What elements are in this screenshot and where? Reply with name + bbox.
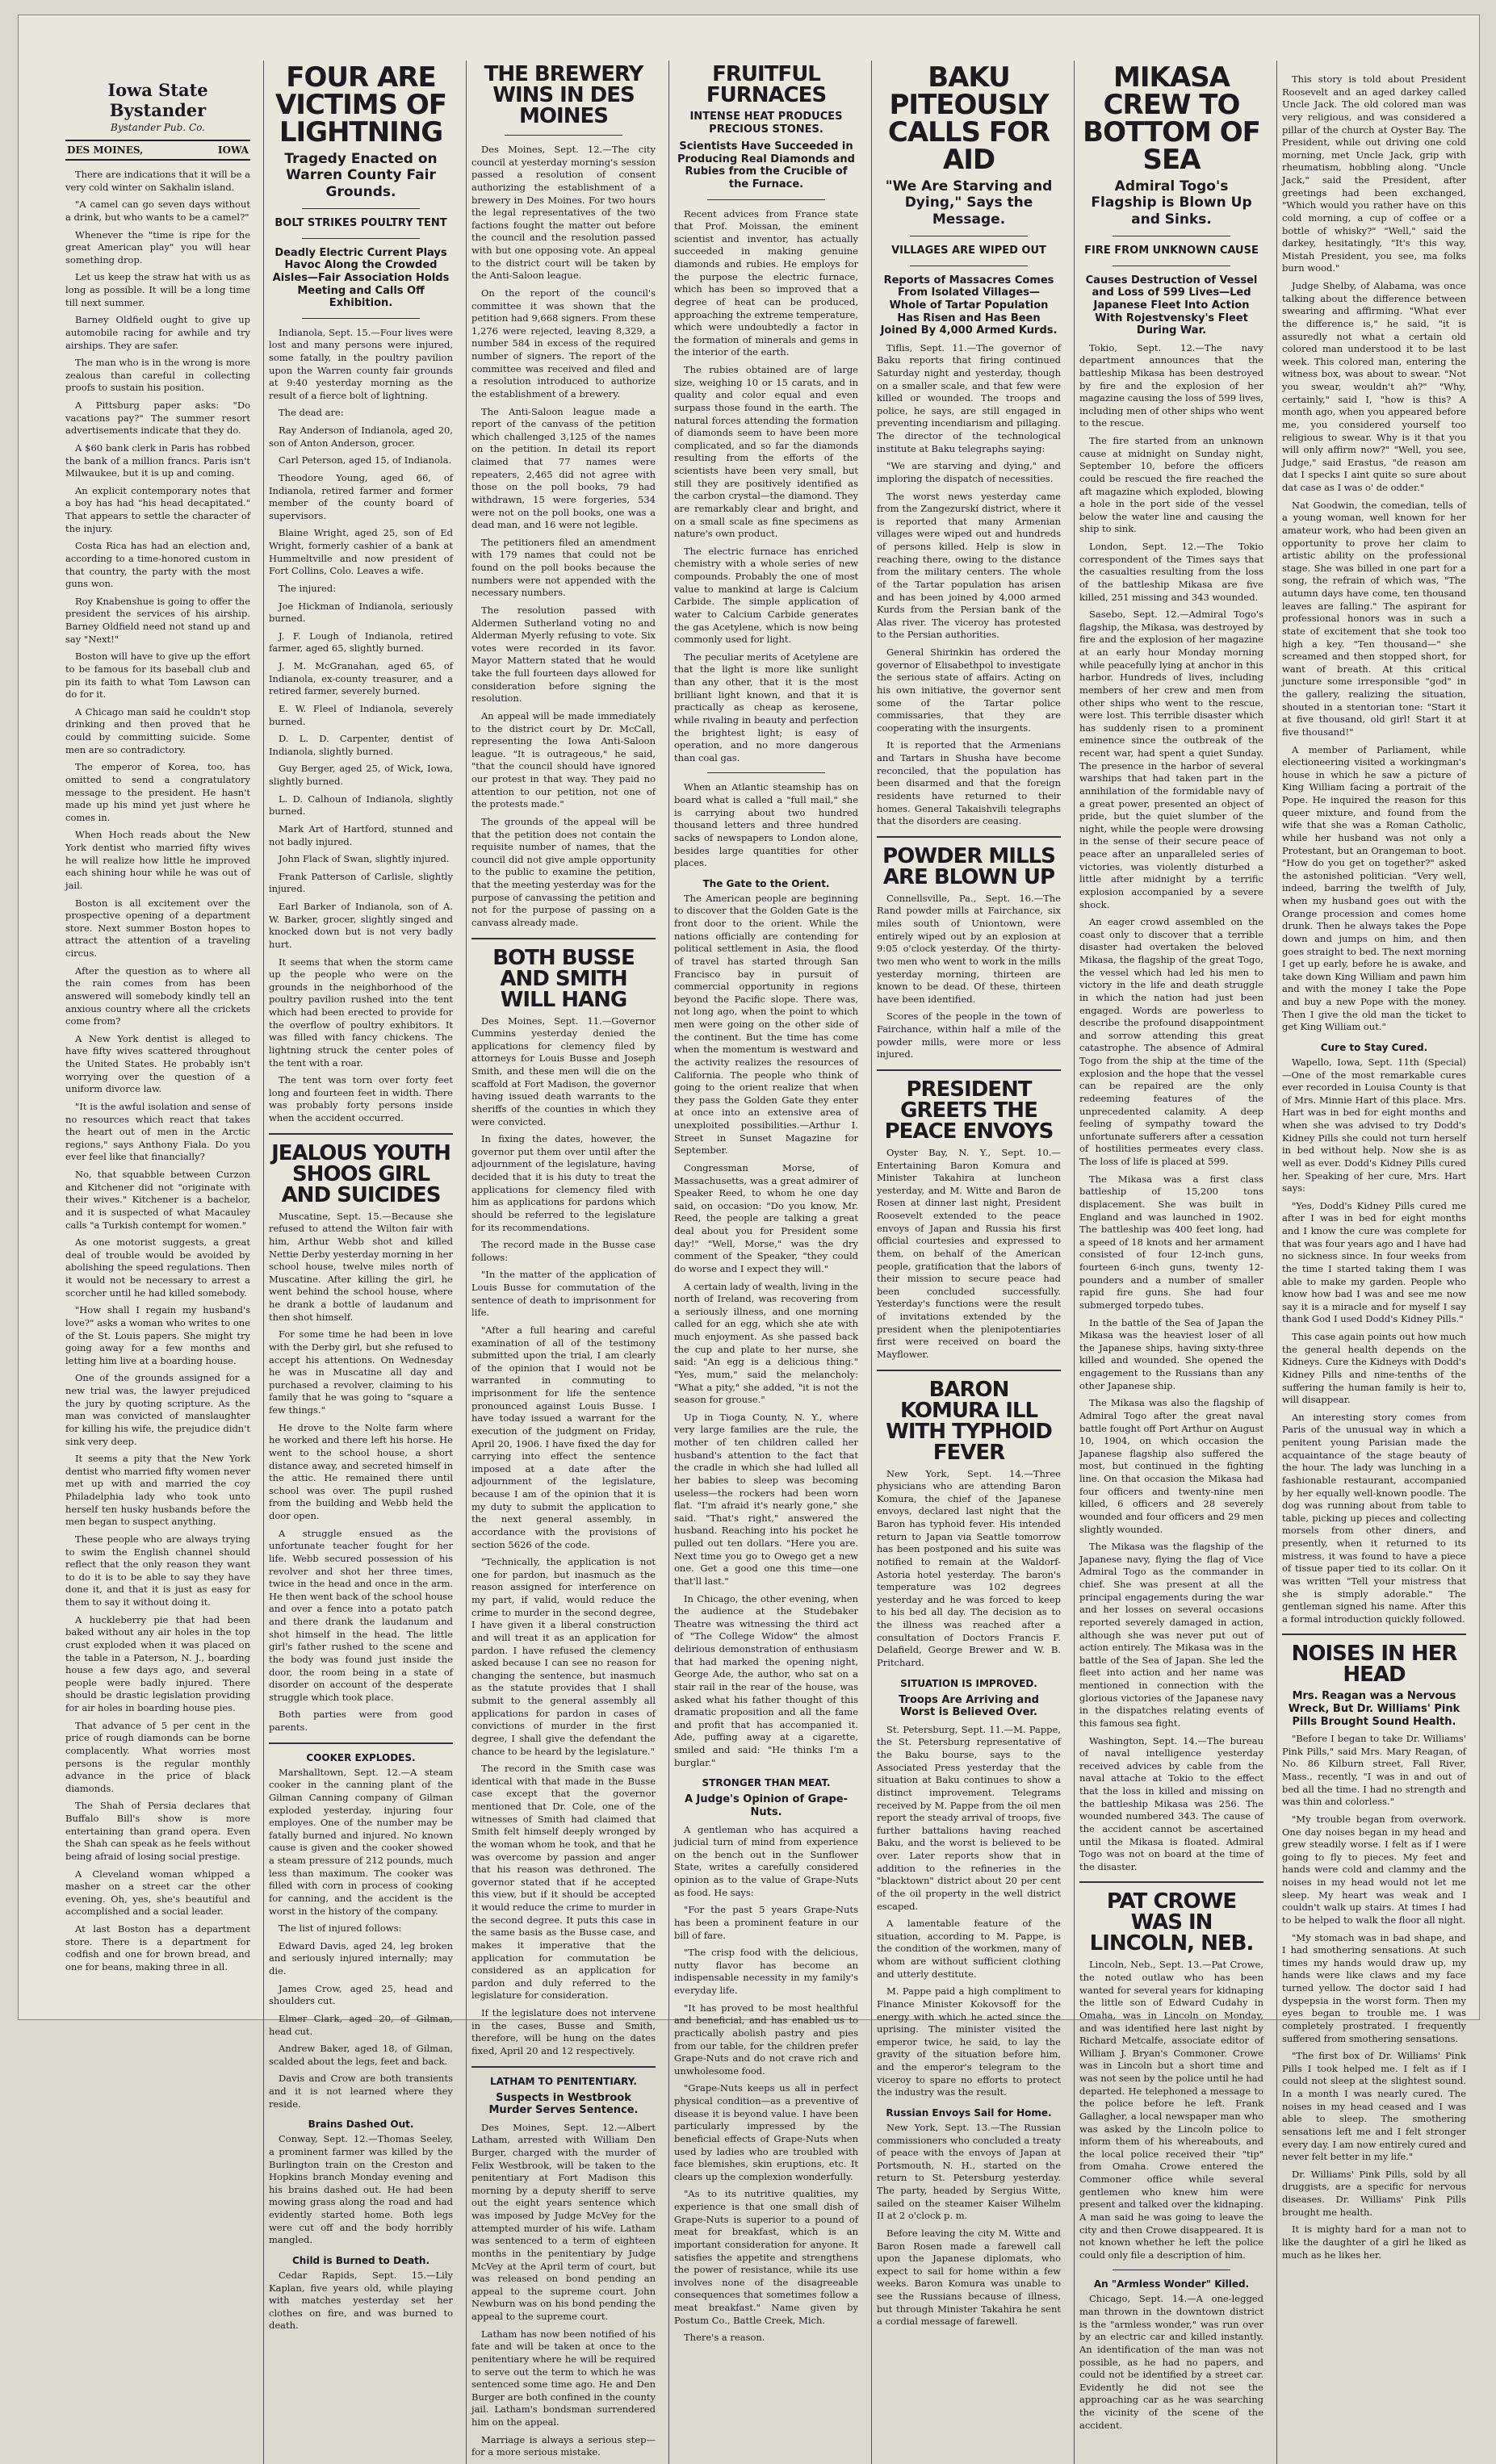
article-armless bbox=[1079, 2293, 1263, 2432]
subhead-meat: STRONGER THAN MEAT. bbox=[702, 1777, 831, 1789]
paragraph: Marriage is always a serious step—for a more serious mistake. bbox=[471, 2433, 656, 2458]
newspaper-page bbox=[18, 15, 1480, 2458]
paragraph: Muscatine, Sept. 15.—Because she refused to attend the Wilton fair with him, Arthur Webb shot and killed Nettie Derby yesterday morning in her school house, twelve miles north of Muscatine. After killing the girl, he went behind the school house, where he drank a bottle of laudanum and then shot himself. bbox=[269, 1210, 453, 1323]
paragraph: Des Moines, Sept. 11.—Governor Cummins yesterday denied the applications for clemency filed by attorneys for Louis Busse and Joseph Smith, and these men will die on the scaffold at Fort Madison, the governor having issued death warrants to the sheriffs of the counties in which they were convicted. bbox=[471, 1014, 656, 1127]
paragraph: For some time he had been in love with the Derby girl, but she refused to accept his attentions. On Wednesday he was in Muscatine all day and purchased a revolver, claiming to his family that he was going to "square a few things." bbox=[269, 1328, 453, 1416]
deck-mikasa-1: Admiral Togo's Flagship is Blown Up and Sinks. bbox=[1091, 178, 1252, 228]
deck-situation: Troops Are Arriving and Worst is Believed Over. bbox=[899, 1693, 1039, 1719]
deck-baku-2: VILLAGES ARE WIPED OUT bbox=[891, 245, 1046, 257]
article-grape-nuts bbox=[674, 1824, 858, 2345]
paragraph: Latham has now been notified of his fate and will be taken at once to the penitentiary where he will be required to serve out the term to which he was sentenced some time ago. He and Den Burger are both confined in the county jail. Latham's bondsman surrendered him on the appeal. bbox=[471, 2328, 656, 2428]
paragraph: Whenever the "time is ripe for the great American play" you will hear something drop. bbox=[65, 228, 250, 266]
article-situation bbox=[877, 1724, 1061, 2099]
divider bbox=[302, 238, 420, 239]
paragraph: The peculiar merits of Acetylene are that the light is more like sunlight than any other, that it is the most brilliant light known, and that it is practically as cheap as kerosene, while rivaling in beauty and perfection the brightest light; is easy of operation, and no more dangerous than coal gas. bbox=[674, 651, 858, 763]
article-powder-mills bbox=[877, 893, 1061, 1061]
paragraph: A Chicago man said he couldn't stop drinking and then proved that he could by committing suicide. Some men are so contradictory. bbox=[65, 705, 250, 755]
paragraph: New York, Sept. 13.—The Russian commissioners who concluded a treaty of peace with the envoys of Japan at Portsmouth, N. H., started on the return to St. Petersburg yesterday. The party, headed by Sergius Witte, sailed on the steamer Kaiser Wilhelm II at 2 o'clock p. m. bbox=[877, 2121, 1061, 2222]
deck-furnaces-2: Scientists Have Succeeded in Producing Real Diamonds and Rubies from the Crucible of the Furnace. bbox=[677, 140, 855, 190]
paragraph: Theodore Young, aged 66, of Indianola, retired farmer and former member of the county board of supervisors. bbox=[269, 471, 453, 521]
paragraph: The worst news yesterday came from the Zangezurskí district, where it is reported that many Armenian villages were wiped out and hundreds of persons killed. Help is slow in reaching there, owing to the distance from the military centers. The whole of the Tartar population has arisen and has been joined by 4,000 armed Kurds from the Persian bank of the Alas river. The viceroy has protested to the Persian authorities. bbox=[877, 490, 1061, 641]
divider bbox=[269, 1133, 453, 1135]
paragraph: J. M. McGranahan, aged 65, of Indianola, ex-county treasurer, and a retired farmer, severely burned. bbox=[269, 660, 453, 697]
paragraph: The emperor of Korea, too, has omitted to send a congratulatory message to the president. He hasn't made up his mind yet just where he comes in. bbox=[65, 761, 250, 823]
paragraph: The Mikasa was a first class battleship of 15,200 tons displacement. She was built in England and was launched in 1902. The battleship was 400 feet long, had a speed of 18 knots and her armament consisted of four 12-inch guns, fourteen 6-inch guns, twenty 12-pounders and a number of smaller rapid fire guns. She had four submerged torpedo tubes. bbox=[1079, 1173, 1263, 1311]
divider bbox=[471, 2066, 656, 2068]
divider bbox=[471, 938, 656, 939]
article-child bbox=[269, 2269, 453, 2332]
headline-jealous-youth: JEALOUS YOUTH SHOOS GIRL AND SUICIDES bbox=[271, 1140, 450, 1207]
paragraph: There's a reason. bbox=[684, 2332, 765, 2344]
divider bbox=[302, 318, 420, 319]
headline-powder-mills: POWDER MILLS ARE BLOWN UP bbox=[882, 843, 1055, 889]
masthead-title: Iowa State Bystander bbox=[107, 80, 208, 120]
headline-furnaces: FRUITFUL FURNACES bbox=[706, 62, 827, 107]
paragraph: Elmer Clark, aged 20, of Gilman, head cut. bbox=[269, 2012, 453, 2037]
deck-furnaces-1: INTENSE HEAT PRODUCES PRECIOUS STONES. bbox=[689, 111, 843, 136]
article-atlantic-mail bbox=[674, 781, 858, 869]
paragraph: In Chicago, the other evening, when the audience at the Studebaker Theatre was witnessing the third act of "The College Widow" the almost delirious demonstration of enthusiasm that had marked the opening night, George Ade, the author, who sat on a stair rail in the rear of the house, was asked what his father thought of this dramatic proposition and all the fame and profit that has accompanied it. Ade, puffing away at a cigarette, smiled and said: "He thinks I'm a burglar." bbox=[674, 1592, 858, 1768]
column-4 bbox=[668, 61, 863, 2464]
paragraph: The petitioners filed an amendment with 179 names that could not be found on the poll books because the numbers were not appended with the necessary numbers. bbox=[471, 536, 656, 599]
paragraph: Recent advices from France state that Prof. Moissan, the eminent scientist and inventor, has actually succeeded in making genuine diamonds and rubies. He employs for the purpose the electric furnace, which has been so improved that a degree of heat can be produced, approaching the extreme temperature, which were undoubtedly a factor in the formation of minerals and gems in the interior of the earth. bbox=[674, 207, 858, 358]
headline-brewery: THE BREWERY WINS IN DES MOINES bbox=[484, 62, 643, 128]
paragraph: He drove to the Nolte farm where he worked and there left his horse. He went to the school house, a short distance away, and secreted himself in the attic. He remained there until school was over. The pupil rushed from the building and Webb held the door open. bbox=[269, 1421, 453, 1522]
deck-grape-nuts: A Judge's Opinion of Grape-Nuts. bbox=[684, 1793, 849, 1818]
subhead-orient: The Gate to the Orient. bbox=[702, 877, 830, 889]
paragraph: "How shall I regain my husband's love?" asks a woman who writes to one of the St. Louis papers. She might try going away for a few months and letting him live at a boarding house. bbox=[65, 1304, 250, 1366]
paragraph: "The crisp food with the delicious, nutty flavor has become an indispensable necessity in my family's everyday life. bbox=[674, 1947, 858, 1996]
paragraph: The tent was torn over forty feet long and fourteen feet in width. There was probably forty persons inside when the accident occurred. bbox=[269, 1074, 453, 1124]
deck-lightning-1: Tragedy Enacted on Warren County Fair Grounds. bbox=[284, 151, 438, 200]
paragraph: A Cleveland woman whipped a masher on a street car the other evening. Oh, yes, she's beautiful and accomplished and a social leader. bbox=[65, 1868, 250, 1918]
paragraph: In the battle of the Sea of Japan the Mikasa was the heaviest loser of all the Japanese ships, having sixty-three killed and wounded. She opened the engagement to the Russians than any other Japanese ship. bbox=[1079, 1316, 1263, 1391]
column-1 bbox=[61, 61, 255, 2464]
paragraph: "A camel can go seven days without a drink, but who wants to be a camel?" bbox=[65, 199, 250, 223]
article-president-greets bbox=[877, 1147, 1061, 1362]
paragraph: Blaine Wright, aged 25, son of Ed Wright, formerly cashier of a bank at Hummeltville and now president of Fort Collins, Colo. Leaves a wife. bbox=[269, 527, 453, 577]
paragraph: Conway, Sept. 12.—Thomas Seeley, a prominent farmer was killed by the Burlington train on the Creston and Hopkins branch Monday evening and his brains dashed out. He had been mowing grass along the road and had evidently started home. Both legs were cut off and the body horribly mangled. bbox=[269, 2133, 453, 2246]
paragraph: Up in Tioga County, N. Y., where very large families are the rule, the mother of ten children called her husband's attention to the fact that the cradle in which she had lulled all her babies to sleep was becoming useless—the rockers had been worn flat. "I'm afraid it's nearly gone," she said. "That's right," answered the husband. Reaching into his pocket he pulled out ten dollars. "Here you are. Next time you go to Owego get a new one. Get a good one this time—one that'll last." bbox=[674, 1411, 858, 1587]
paragraph: It is mighty hard for a man not to like the daughter of a girl he liked as much as he likes her. bbox=[1282, 2223, 1466, 2261]
paragraph: M. Pappe paid a high compliment to Finance Minister Kokovsoff for the energy with which he acted since the uprising. The minister visited the emperor twice, he said, to lay the gravity of the situation before him, and the emperor's telegram to the viceroy to spare no efforts to protect the industry was the result. bbox=[877, 1985, 1061, 2098]
paragraph: Before leaving the city M. Witte and Baron Rosen made a farewell call upon the Japanese diplomats, who expect to sail for home within a few weeks. Baron Komura was unable to see the Russians because of illness, but through Minister Takahira he sent a cordial message of farewell. bbox=[877, 2227, 1061, 2328]
paragraph: If the legislature does not intervene in the cases, Busse and Smith, therefore, will be hung on the dates fixed, April 20 and 12 respectively. bbox=[471, 2007, 656, 2056]
subhead-cooker: COOKER EXPLODES. bbox=[306, 1751, 416, 1763]
paragraph: A Pittsburg paper asks: "Do vacations pay?" The summer resort advertisements indicate that they do. bbox=[65, 400, 250, 437]
paragraph: James Crow, aged 25, head and shoulders cut. bbox=[269, 1982, 453, 2007]
article-komura-ill bbox=[877, 1468, 1061, 1670]
paragraph: Des Moines, Sept. 12.—The city council at yesterday morning's session passed a resolution of consent authorizing the establishment of a brewery in Des Moines. For two hours the legal representatives of the two factions fought the matter out before the council and the resolution passed with but one opposing vote. An appeal to the district court will be taken by the Anti-Saloon league. bbox=[471, 144, 656, 282]
paragraph: It seems a pity that the New York dentist who married fifty women never met up with and married the coy Philadelphia lady who took unto herself ten husky husbands before the men began to suspect anything. bbox=[65, 1453, 250, 1528]
subhead-russian-envoys: Russian Envoys Sail for Home. bbox=[886, 2106, 1052, 2119]
article-orient bbox=[674, 893, 858, 1770]
article-brains bbox=[269, 2133, 453, 2247]
paragraph: Indianola, Sept. 15.—Four lives were lost and many persons were injured, some fatally, in the poultry pavilion upon the Warren county fair grounds at 9:40 yesterday morning as the result of a fierce bolt of lightning. bbox=[269, 326, 453, 401]
paragraph: Tiflis, Sept. 11.—The governor of Baku reports that firing continued Saturday night and yesterday, though on a smaller scale, and that few were killed or wounded. The troops and police, he says, are still engaged in preventing incendiarism and pillaging. The director of the technological institute at Baku telegraphs saying: bbox=[877, 341, 1061, 454]
paragraph: Wapello, Iowa, Sept. 11th (Special)—One of the most remarkable cures ever recorded in Louisa County is that of Mrs. Minnie Hart of this place. Mrs. Hart was in bed for eight months and when she was advised to try Dodd's Kidney Pills she could not turn herself in bed without help. Now she is as well as ever. Dodd's Kidney Pills cured her. Speaking of her cure, Mrs. Hart says: bbox=[1282, 1056, 1466, 1194]
article-mikasa bbox=[1079, 342, 1263, 1874]
paragraph: The record in the Smith case was identical with that made in the Busse case except that the governor mentioned that Dr. Cole, one of the witnesses of Smith had claimed that Smith felt himself deeply wronged by the woman whom he took, and that he was overcome by passion and anger that his reason was dethroned. The governor stated that if he accepted this view, but if it should be accepted it would reduce the crime to murder in the second degree. It puts this case in the same basis as the Busse case, and makes it imperative that the application for commutation be considered as an application for pardon and duly referred to the legislature for consideration. bbox=[471, 1763, 656, 2002]
masthead-city: DES MOINES, bbox=[67, 144, 144, 156]
paragraph: "Before I began to take Dr. Williams' Pink Pills," said Mrs. Mary Reagan, of No. 86 Kilburn street, Fall River, Mass., recently, "I was in and out of bed all the time. I had no strength and was thin and colorless." bbox=[1282, 1733, 1466, 1808]
headline-noises: NOISES IN HER HEAD bbox=[1291, 1642, 1457, 1688]
masthead-dateline bbox=[65, 140, 250, 161]
column-2 bbox=[263, 61, 458, 2464]
deck-baku-1: "We Are Starving and Dying," Says the Message. bbox=[885, 178, 1053, 228]
column-5 bbox=[871, 61, 1066, 2464]
divider bbox=[302, 208, 420, 209]
article-brewery bbox=[471, 144, 656, 930]
paragraph: Andrew Baker, aged 18, of Gilman, scalded about the legs, feet and back. bbox=[269, 2043, 453, 2067]
paragraph: Lincoln, Neb., Sept. 13.—Pat Crowe, the noted outlaw who has been wanted for several years for kidnaping the little son of Edward Cudahy in Omaha, was in Lincoln on Monday, and was identified here last night by Richard Metcalfe, associate editor of William J. Bryan's Commoner. Crowe was in Lincoln but a short time and was not seen by the police until he had departed. He telephoned a message to the police before he left. Frank Gallagher, a local newspaper man who was asked by the Lincoln police to inform them of his whereabouts, and the local police received their "tip" from Omaha. Crowe entered the Commoner office while several gentlemen who knew him were present and talked over the kidnaping. A man said he was going to leave the city and then Crowe disappeared. It is not known whether he left the police could only file a description of him. bbox=[1079, 1959, 1263, 2261]
article-noises bbox=[1282, 1733, 1466, 2261]
paragraph: Carl Peterson, aged 15, of Indianola. bbox=[279, 454, 452, 466]
paragraph: The Anti-Saloon league made a report of the canvass of the petition which challenged 3,125 of the names on the petition. In detail its report claimed that 77 names were repeaters, 2,465 did not agree with those on the poll books, 79 had withdrawn, 15 were forgeries, 534 were not on the poll books, one was a dead man, and 16 were not legible. bbox=[471, 405, 656, 531]
paragraph: "It has proved to be most healthful and beneficial, and has enabled us to practically abolish pastry and pies from our table, for the children prefer Grape-Nuts and do not crave rich and unwholesome food. bbox=[674, 2002, 858, 2077]
paragraph: This story is told about President Roosevelt and an aged darkey called Uncle Jack. The old colored man was very religious, and was considered a pillar of the church at Oyster Bay. The President, while out driving one cold morning, met Uncle Jack, grip with rheumatism, hobbling along. "Uncle Jack," said the President, after greetings had been exchanged, "Which would you rather have on this cold morning, a cup of coffee or a bottle of whisky?" "Well," said the darkey, hesitatingly, "It's this way, Mistah President, you see, ma folks burn wood." bbox=[1282, 73, 1466, 274]
article-furnaces bbox=[674, 208, 858, 765]
deck-lightning-2: BOLT STRIKES POULTRY TENT bbox=[274, 217, 447, 230]
paragraph: A $60 bank clerk in Paris has robbed the bank of a million francs. Paris isn't Milwaukee, but it is up and coming. bbox=[65, 441, 250, 479]
divider bbox=[707, 199, 825, 200]
paragraph: Boston will have to give up the effort to be famous for its baseball club and pin its faith to what Tom Lawson can do for it. bbox=[65, 651, 250, 701]
paragraph: Ray Anderson of Indianola, aged 20, son of Anton Anderson, grocer. bbox=[269, 425, 453, 449]
paragraph: Roy Knabenshue is going to offer the president the services of his airship. Barney Oldfield need not stand up and say "Next!" bbox=[65, 595, 250, 645]
subhead-child: Child is Burned to Death. bbox=[291, 2254, 430, 2266]
paragraph: Joe Hickman of Indianola, seriously burned. bbox=[269, 600, 453, 625]
headline-baku: BAKU PITEOUSLY CALLS FOR AID bbox=[887, 61, 1050, 176]
divider bbox=[505, 135, 622, 136]
paragraph: This case again points out how much the general health depends on the Kidneys. Cure the Kidneys with Dodd's Kidney Pills and nine-tenths of the suffering the human family is heir to, will disappear. bbox=[1282, 1331, 1466, 1406]
paragraph: The man who is in the wrong is more zealous than careful in collecting proofs to sustain his position. bbox=[65, 357, 250, 394]
paragraph: Barney Oldfield ought to give up automobile racing for awhile and try airships. They are safer. bbox=[65, 314, 250, 351]
paragraph: Tokio, Sept. 12.—The navy department announces that the battleship Mikasa has been destroyed by fire and the explosion of her magazine causing the loss of 599 lives, including men of other ships who went to the rescue. bbox=[1079, 341, 1263, 429]
paragraph: As one motorist suggests, a great deal of trouble would be avoided by abolishing the speed regulations. Then it would not be necessary to arrest a scorcher until he had killed somebody. bbox=[65, 1236, 250, 1299]
paragraph: The Shah of Persia declares that Buffalo Bill's show is more entertaining than grand opera. Even the Shah can speak as he feels without being afraid of losing social prestige. bbox=[65, 1800, 250, 1862]
masthead-state: IOWA bbox=[217, 144, 249, 156]
paragraph: The injured: bbox=[279, 582, 337, 594]
paragraph: That advance of 5 per cent in the price of rough diamonds can be borne complacently. What worries most persons is the regular monthly advance in the price of black diamonds. bbox=[65, 1719, 250, 1794]
paragraph: Mark Art of Hartford, stunned and not badly injured. bbox=[269, 822, 453, 847]
paragraph: The Mikasa was the flagship of the Japanese navy, flying the flag of Vice Admiral Togo as the commander in chief. She was present at all the principal engagements during the war and her losses on several occasions reported severely damaged in action, although she was never put out of action entirely. The Mikasa was in the battle of the Sea of Japan. She led the fleet into action and her name was mentioned in connection with the glorious victories of the Japanese navy in the dispatches relating events of this famous sea fight. bbox=[1079, 1541, 1263, 1729]
paragraph: "Grape-Nuts keeps us all in perfect physical condition—as a preventive of disease it is beyond value. I have been particularly impressed by the beneficial effects of Grape-Nuts when used by ladies who are troubled with face blemishes, skin eruptions, etc. It clears up the complexion wonderfully. bbox=[674, 2082, 858, 2182]
article-lightning bbox=[269, 327, 453, 1125]
divider bbox=[877, 1069, 1061, 1071]
paragraph: General Shirinkin has ordered the governor of Elisabethpol to investigate the serious state of affairs. Acting on his own initiative, the governor sent some of the Tartar police commissaries, that they are cooperating with the insurgents. bbox=[877, 646, 1061, 734]
column-top-spacer bbox=[1282, 61, 1466, 73]
paragraph: John Flack of Swan, slightly injured. bbox=[279, 853, 450, 865]
paragraph: Davis and Crow are both transients and it is not learned where they reside. bbox=[269, 2073, 453, 2110]
paragraph: Dr. Williams' Pink Pills, sold by all druggists, are a specific for nervous diseases. Dr. Williams' Pink Pills brought me health. bbox=[1282, 2168, 1466, 2218]
paragraph: Chicago, Sept. 14.—A one-legged man thrown in the downtown district is the "armless wonder," was run over by an electric car and killed instantly. An identification of the man was not possible, as he had no papers, and could not be identified by a street car. Evidently he did not see the approaching car as he was searching the vicinity of the scene of the accident. bbox=[1079, 2293, 1263, 2431]
deck-latham: Suspects in Westbrook Murder Serves Sentence. bbox=[488, 2091, 639, 2117]
headline-lightning: FOUR ARE VICTIMS OF LIGHTNING bbox=[274, 61, 447, 149]
editorial-paragraphs bbox=[65, 169, 250, 1974]
article-latham bbox=[471, 2122, 656, 2459]
paragraph: It is reported that the Armenians and Tartars in Shusha have become reconciled, that the population has been disarmed and that the foreign residents have returned to their homes. General Takaishvili telegraphs that the disorders are ceasing. bbox=[877, 739, 1061, 827]
paragraph: Costa Rica has had an election and, according to a time-honored custom in that country, the party with the most guns won. bbox=[65, 540, 250, 590]
deck-lightning-3: Deadly Electric Current Plays Havoc Along the Crowded Aisles—Fair Association Holds Meeting and Calls Off Exhibition. bbox=[272, 246, 450, 310]
paragraph: A New York dentist is alleged to have fifty wives scattered throughout the United States. He probably isn't worrying over the question of a uniform divorce law. bbox=[65, 1032, 250, 1095]
paragraph: After the question as to where all the rain comes from has been answered will somebody kindly tell an anxious country where all the crickets come from? bbox=[65, 964, 250, 1027]
paragraph: "As to its nutritive qualities, my experience is that one small dish of Grape-Nuts is superior to a pound of meat for breakfast, which is an important consideration for anyone. It satisfies the appetite and strengthens the power of resistance, while its use involves none of the disagreeable consequences that sometimes follow a meat breakfast." Name given by Postum Co., Battle Creek, Mich. bbox=[674, 2188, 858, 2326]
paragraph: The electric furnace has enriched chemistry with a whole series of new compounds. Probably the one of most value to mankind at large is Calcium Carbide. The simple application of water to Calcium Carbide generates the gas Acetylene, which is now being commonly used for light. bbox=[674, 545, 858, 646]
paragraph: At last Boston has a department store. There is a department for codfish and one for brown bread, and one for beans, making three in all. bbox=[65, 1923, 250, 1972]
paragraph: The record made in the Busse case follows: bbox=[471, 1239, 656, 1263]
divider bbox=[269, 1742, 453, 1744]
paragraph: "Yes, Dodd's Kidney Pills cured me after I was in bed for eight months and I know the cure was complete for that was four years ago and I have had no sickness since. In four weeks from the time I started taking them I was able to make my garden. People who know how bad I was and see me now say it is a miracle and for myself I say thank God I used Dodd's Kidney Pills." bbox=[1282, 1199, 1466, 1325]
paragraph: Washington, Sept. 14.—The bureau of naval intelligence yesterday received advices by cable from the naval attache at Tokio to the effect that the loss in killed and missing on the battleship Mikasa was 256. The wounded numbered 343. The cause of the accident cannot be ascertained until the Mikasa is floated. Admiral Togo was not on board at the time of the disaster. bbox=[1079, 1734, 1263, 1872]
paragraph: A huckleberry pie that had been baked without any air holes in the top crust exploded when it was placed on the table in a Paterson, N. J., boarding house a few days ago, and several people were badly injured. There should be drastic legislation providing for air holes in boarding house pies. bbox=[65, 1613, 250, 1713]
paragraph: Oyster Bay, N. Y., Sept. 10.—Entertaining Baron Komura and Minister Takahira at luncheon yesterday, and M. Witte and Baron de Rosen at dinner last night, President Roosevelt extended to the peace envoys of Japan and Russia his first official courtesies and expressed to them, on behalf of the American people, gratification that the labors of their mission to secure peace had been concluded successfully. Yesterday's functions were the result of invitations extended by the president when the plenipotentiaries first were received on board the Mayflower. bbox=[877, 1146, 1061, 1360]
paragraph: Let us keep the straw hat with us as long as possible. It will be a long time till next summer. bbox=[65, 271, 250, 308]
subhead-brains: Brains Dashed Out. bbox=[308, 2119, 414, 2131]
paragraph: When Hoch reads about the New York dentist who married fifty wives he will realize how little he improved each shining hour while he was out of jail. bbox=[65, 829, 250, 891]
paragraph: "My trouble began from overwork. One day noises began in my head and grew steadily worse. I felt as if I were going to fly to pieces. My feet and hands were cold and clammy and the noises in my head would not let me sleep. My heart was weak and I couldn't walk up stairs. At times I had to be helped to walk the floor all night. bbox=[1282, 1813, 1466, 1926]
paragraph: Marshalltown, Sept. 12.—A steam cooker in the canning plant of the Gilman Canning company of Gilman exploded yesterday, injuring four employes. One of the number may be fatally burned and injured. No known cause is given and the cooker showed a steam pressure of 212 pounds, much less than maximum. The cooker was filled with corn in process of cooking for canning, and the accident is the worst in the history of the company. bbox=[269, 1766, 453, 1917]
paragraph: Boston is all excitement over the prospective opening of a department store. Next summer Boston hopes to attract the attention of a traveling circus. bbox=[65, 897, 250, 959]
paragraph: Des Moines, Sept. 12.—Albert Latham, arrested with William Den Burger, charged with the murder of Felix Westbrook, will be taken to the penitentiary at Fort Madison this morning by a deputy sheriff to serve out the eight years sentence which was imposed by Judge McVey for the attempted murder of his wife. Latham was sentenced to a term of eighteen months in the penitentiary by Judge McVey at the April term of court, but was released on bond pending an appeal to the supreme court. John Newburn was on his bond pending the appeal to the supreme court. bbox=[471, 2121, 656, 2323]
paragraph: When an Atlantic steamship has on board what is called a "full mail," she is carrying about two hundred thousand letters and three hundred sacks of newspapers to London alone, besides large quantities for other places. bbox=[674, 781, 858, 869]
divider bbox=[877, 836, 1061, 838]
column-6 bbox=[1074, 61, 1268, 2464]
subhead-armless: An "Armless Wonder" Killed. bbox=[1093, 2278, 1250, 2290]
paragraph: The rubies obtained are of large size, weighing 10 or 15 carats, and in quality and color equal and even surpass those found in the earth. The natural forces attending the formation of diamonds seem to have been more complicated, and so far the diamonds resulting from the efforts of the scientists have been very small, but still they are positively identified as the carbon crystal—the diamond. They are remarkably clear and bright, and on a small scale as fine specimens as nature's own product. bbox=[674, 364, 858, 540]
paragraph: The resolution passed with Aldermen Sutherland voting no and Alderman Myerly refusing to vote. Six votes were recorded in its favor. Mayor Mattern stated that he would take the full fourteen days allowed for consideration before signing the resolution. bbox=[471, 604, 656, 705]
paragraph: A gentleman who has acquired a judicial turn of mind from experience on the bench out in the Sunflower State, writes a carefully considered opinion as to the value of Grape-Nuts as food. He says: bbox=[674, 1823, 858, 1898]
paragraph: St. Petersburg, Sept. 11.—M. Pappe, the St. Petersburg representative of the Baku bourse, says to the Associated Press yesterday that the situation at Baku continues to show a distinct improvement. Telegrams received by M. Pappe from the oil men report the steady arrival of troops, five further battalions having reached Baku, and the worst is believed to be over. Later reports show that in addition to the refineries in the "blacktown" district about 20 per cent of the oil property in the well district escaped. bbox=[877, 1723, 1061, 1912]
paragraph: "After a full hearing and careful examination of all of the testimony submitted upon the trial, I am clearly of the opinion that I would not be warranted in commuting to imprisonment for life the sentence pronounced against Louis Busse. I have today issued a warrant for the execution of the judgment on Friday, April 20, 1906. I have fixed the day for carrying into effect the sentence imposed at a date after the adjournment of the legislature, because I am of the opinion that it is my duty to submit the application to the next general assembly, in accordance with the provisions of section 5626 of the code. bbox=[471, 1324, 656, 1550]
paragraph: Both parties were from good parents. bbox=[269, 1709, 453, 1734]
paragraph: L. D. Calhoun of Indianola, slightly burned. bbox=[269, 793, 453, 818]
paragraph: One of the grounds assigned for a new trial was, the lawyer prejudiced the jury by quoting scripture. As the man was convicted of manslaughter for killing his wife, the prejudice didn't sink very deep. bbox=[65, 1372, 250, 1447]
divider bbox=[707, 772, 825, 773]
paragraph: An appeal will be made immediately to the district court by Dr. McCall, representing the Iowa Anti-Saloon league. "It is outrageous," he said, "that the council should have ignored our protest in that way. They paid no attention to our petition, not one of the protests made." bbox=[471, 709, 656, 810]
headline-busse-smith: BOTH BUSSE AND SMITH WILL HANG bbox=[492, 945, 635, 1012]
divider bbox=[1079, 1881, 1263, 1883]
paragraph: "It is the awful isolation and sense of no resources which react that takes the heart out of men in the Arctic regions," says Anthony Fiala. Do you ever feel like that financially? bbox=[65, 1100, 250, 1163]
subhead-latham: LATHAM TO PENITENTIARY. bbox=[490, 2075, 637, 2087]
headline-pat-crowe: PAT CROWE WAS IN LINCOLN, NEB. bbox=[1089, 1889, 1254, 1956]
deck-baku-3: Reports of Massacres Comes From Isolated Villages—Whole of Tartar Population Has Risen and Has Been Joined By 4,000 Armed Kurds. bbox=[880, 274, 1058, 337]
column-3 bbox=[466, 61, 660, 2464]
paragraph: It seems that when the storm came up the people who were on the grounds in the neighborhood of the poultry pavilion rushed into the tent which had been erected to provide for the overflow of poultry exhibitors. It was filled with fancy chickens. The lightning struck the center poles of the tent with a roar. bbox=[269, 956, 453, 1069]
paragraph: An explicit contemporary notes that a boy has had "his head decapitated." That appears to settle the character of the injury. bbox=[65, 484, 250, 534]
paragraph: Nat Goodwin, the comedian, tells of a young woman, well known for her amateur work, who had been given an opportunity to prove her claim to artistic ability on the professional stage. She was billed in one part for a song, the refrain of which was, "The autumn days have come, ten thousand leaves are falling." The aspirant for professional honors was in such a state of excitement that she took too high a key. "Ten thousand—" she screamed and then stopped short, for want of breath. At this critical juncture some irresponsible "god" in the gallery, realizing the situation, shouted in a stentorian tone: "Start it at five thousand, old girl! Start it at five thousand!" bbox=[1282, 499, 1466, 738]
paragraph: The grounds of the appeal will be that the petition does not contain the requisite number of names, that the council did not give ample opportunity to the public to examine the petition, that the meeting yesterday was for the purpose of canvassing the petition and not for the purpose of passing on a canvass already made. bbox=[471, 815, 656, 928]
paragraph: There are indications that it will be a very cold winter on Sakhalin island. bbox=[65, 169, 250, 193]
paragraph: The fire started from an unknown cause at midnight on Sunday night, September 10, before the officers could be rescued the fire reached the aft magazine which exploded, blowing a hole in the port side of the vessel below the water line and causing the ship to sink. bbox=[1079, 435, 1263, 535]
paragraph: Connellsville, Pa., Sept. 16.—The Rand powder mills at Fairchance, six miles south of Uniontown, were entirely wiped out by an explosion at 9:05 o'clock yesterday. Of the thirty-two men who went to work in the mills yesterday morning, thirteen are known to be dead. Of these, thirteen have been identified. bbox=[877, 892, 1061, 1005]
paragraph: A certain lady of wealth, living in the north of Ireland, was recovering from a seriously illness, and one morning called for an egg, which she ate with much enjoyment. As she passed back the cup and plate to her nurse, she said: "An egg is a delicious thing." "Yes, mum," said the melancholy: "What a pity," she added, "it is not the season for grouse." bbox=[674, 1280, 858, 1406]
paragraph: London, Sept. 12.—The Tokio correspondent of the Times says that the casualties resulting from the loss of the battleship Mikasa are five killed, 251 missing and 343 wounded. bbox=[1079, 541, 1263, 603]
paragraph: The American people are beginning to discover that the Golden Gate is the front door to the orient. While the nations officially are contending for political settlement in Asia, the flood of travel has started through San Francisco bay in pursuit of commercial opportunity in regions beyond the Pacific slope. There was, not long ago, when the point to which men were going on the other side of the continent. But the time has come when the momentum is westward and the activity realizes the resources of California. The people who think of going to the orient realize that when they pass the Golden Gate they enter at once into an extensive area of unexploited possibilities.—Arthur I. Street in Sunset Magazine for September. bbox=[674, 892, 858, 1157]
paragraph: D. L. D. Carpenter, dentist of Indianola, slightly burned. bbox=[269, 733, 453, 757]
paragraph: J. F. Lough of Indianola, retired farmer, aged 65, slightly burned. bbox=[269, 630, 453, 655]
paragraph: Frank Patterson of Carlisle, slightly injured. bbox=[269, 870, 453, 895]
article-jealous-youth bbox=[269, 1211, 453, 1734]
paragraph: No, that squabble between Curzon and Kitchener did not "originate with their wives." Kitchener is a bachelor, and it is suspected of what Macauley calls "a Turkish contempt for women." bbox=[65, 1169, 250, 1231]
paragraph: Sasebo, Sept. 12.—Admiral Togo's flagship, the Mikasa, was destroyed by fire and the explosion of her magazine at an early hour Monday morning while peacefully lying at anchor in this harbor. Hundreds of lives, including members of her crew and men from other ships who went to the rescue, were lost. This terrible disaster which has suddenly risen to a prominent eminence since the outbreak of the recent war, had spent a quiet Sunday. The presence in the harbor of several warships that had taken part in the annihilation of the formidable navy of a great power, presented an object of pride, but the quiet slumber of the night, while the people were drowsing in the sense of their secure peace of peace after an unparalleled series of victories, was violently disturbed a little after midnight by a terrific explosion accompanied by a severe shock. bbox=[1079, 609, 1263, 910]
paragraph: Cedar Rapids, Sept. 15.—Lily Kaplan, five years old, while playing with matches yesterday set her clothes on fire, and was burned to death. bbox=[269, 2269, 453, 2332]
paragraph: "We are starving and dying," and imploring the dispatch of necessities. bbox=[877, 460, 1061, 484]
paragraph: A struggle ensued as the unfortunate teacher fought for her life. Webb secured possession of his revolver and shot her three times, twice in the head and once in the arm. He then went back of the school house and over a fence into a potato patch and there drank the laudanum and shot himself in the head. The little girl's father rushed to the scene and the body was found just inside the door, the room being in a state of disorder on account of the desperate struggle which took place. bbox=[269, 1527, 453, 1703]
paragraph: "For the past 5 years Grape-Nuts has been a prominent feature in our bill of fare. bbox=[674, 1904, 858, 1941]
article-cure bbox=[1282, 1056, 1466, 1626]
paragraph: On the report of the council's committee it was shown that the petition had 9,668 signers. From these 1,276 were rejected, leaving 8,329, a number 584 in excess of the required number of signers. The report of the committee was received and filed and a resolution introduced to authorize the establishment of a brewery. bbox=[471, 287, 656, 400]
paragraph: The Mikasa was also the flagship of Admiral Togo after the great naval battle fought off Port Arthur on August 10, 1904, on which occasion the Japanese flagship also suffered the most, but continued in the fighting line. On that occasion the Mikasa had four officers and twenty-nine men killed, 6 officers and 28 severely wounded and four officers and 29 men slightly wounded. bbox=[1079, 1397, 1263, 1535]
paragraph: The list of injured follows: bbox=[279, 1922, 402, 1935]
divider bbox=[1282, 1634, 1466, 1635]
paragraph: New York, Sept. 14.—Three physicians who are attending Baron Komura, the chief of the Japanese envoys, declared last night that the Baron has typhoid fever. His intended return to Japan via Seattle tomorrow has been postponed and his suite was notified to remain at the Waldorf-Astoria hotel yesterday. The baron's temperature was 102 degrees yesterday and he was forced to keep to his bed all day. The decision as to the illness was reached after a consultation of Doctors Francis F. Delafield, George Brewer and W. B. Pritchard. bbox=[877, 1467, 1061, 1668]
paragraph: These people who are always trying to swim the English channel should reflect that the only reason they want to do it is to be able to say they have done it, and that it is just as easy for them to say it without doing it. bbox=[65, 1533, 250, 1608]
divider bbox=[877, 1370, 1061, 1371]
paragraph: The dead are: bbox=[279, 407, 344, 419]
paragraph: Scores of the people in the town of Fairchance, within half a mile of the powder mills, were more or less injured. bbox=[877, 1010, 1061, 1060]
deck-mikasa-3: Causes Destruction of Vessel and Loss of 599 Lives—Led Japanese Fleet Into Action With Rojestvensky's Fleet During War. bbox=[1085, 274, 1258, 337]
paragraph: "Technically, the application is not one for pardon, but inasmuch as the reason assigned for interference on my part, if valid, would reduce the crime to murder in the second degree, I have given it a liberal construction and will treat it as an application for pardon. I have refused the clemency asked because I can see no reason for changing the sentence, but inasmuch as the statute provides that I shall submit to the general assembly all applications for pardon in cases of convictions of murder in the first degree, I shall give the defendant the chance to be heard by the legislature." bbox=[471, 1556, 656, 1757]
columns bbox=[61, 61, 1471, 2458]
column-7 bbox=[1276, 61, 1471, 2464]
paragraph: "In the matter of the application of Louis Busse for commutation of the sentence of death to imprisonment for life. bbox=[471, 1269, 656, 1319]
paragraph: "My stomach was in bad shape, and I had smothering sensations. At such times my hands would draw up, my hands were like claws and my face turned yellow. The doctor said I had dyspepsia in the worst form. Then my eyes began to trouble me. I was completely prostrated. I frequently suffered from smothering sensations. bbox=[1282, 1931, 1466, 2044]
article-russian-envoys bbox=[877, 2122, 1061, 2328]
masthead-publisher: Bystander Pub. Co. bbox=[111, 122, 205, 133]
article-busse-smith bbox=[471, 1015, 656, 2058]
paragraph: An eager crowd assembled on the coast only to discover that a terrible disaster had overtaken the beloved Mikasa, the flagship of the great Togo, the vessel which had led his men to victory in the life and death struggle in which the nation had just been engaged. Words are powerless to describe the profound disappointment and sorrow attending this great catastrophe. The absence of Admiral Togo from the ship at the time of the explosion and the hope that the vessel can be repaired are the only redeeming features of the unprecedented calamity. A deep feeling of sympathy toward the unfortunate sufferers after a cessation of hostilities permeates every class. The loss of life is placed at 599. bbox=[1079, 916, 1263, 1168]
anecdotes bbox=[1282, 73, 1466, 1034]
paragraph: Judge Shelby, of Alabama, was once talking about the difference between swearing and affirming. "What ever the difference is," he said, "it is assuredly not what a certain old colored man understood it to be last week. This colored man, entering the witness box, was about to swear. "Not you swear, wouldn't ah?" "Why, certainly," said I, "how is this? A month ago, when you appeared before me, you considered yourself too religious to swear. Why is it that you will only affirm now?" "Well, you see, Judge," said Erastus, "de reason am dat I specks I aint quite so sure about dat case as I was o' de odder." bbox=[1282, 280, 1466, 493]
subhead-situation: SITUATION IS IMPROVED. bbox=[900, 1677, 1037, 1689]
paragraph: A lamentable feature of the situation, according to M. Pappe, is the condition of the workmen, many of whom are without sufficient clothing and utterly destitute. bbox=[877, 1918, 1061, 1980]
paragraph: Edward Davis, aged 24, leg broken and seriously injured internally; may die. bbox=[269, 1939, 453, 1977]
article-cooker bbox=[269, 1767, 453, 2111]
paragraph: E. W. Fleel of Indianola, severely burned. bbox=[269, 702, 453, 727]
deck-noises: Mrs. Reagan was a Nervous Wreck, But Dr. Williams' Pink Pills Brought Sound Health. bbox=[1288, 1690, 1460, 1728]
paragraph: In fixing the dates, however, the governor put them over until after the adjournment of the legislature, having decided that it is his duty to treat the applications for clemency filed with him as applications for pardons which should be referred to the legislature for its recommendations. bbox=[471, 1133, 656, 1233]
headline-president-greets: PRESIDENT GREETS THE PEACE ENVOYS bbox=[884, 1077, 1054, 1144]
paragraph: "The first box of Dr. Williams' Pink Pills I took helped me. I felt as if I could not sleep at the slightest sound. In a month I was nearly cured. The noises in my head ceased and I was able to sleep. The smothering sensations left me and I felt stronger every day. I am now entirely cured and never felt better in my life." bbox=[1282, 2050, 1466, 2163]
headline-komura-ill: BARON KOMURA ILL WITH TYPHOID FEVER bbox=[886, 1377, 1052, 1465]
article-pat-crowe bbox=[1079, 1959, 1263, 2261]
divider bbox=[1113, 2269, 1230, 2270]
paragraph: Congressman Morse, of Massachusetts, was a great admirer of Speaker Reed, to whom he one day said, on occasion: "Do you know, Mr. Reed, the people are talking a great deal about you for President some day!" "Well, Morse," was the dry comment of the Speaker, "they could do worse and I expect they will." bbox=[674, 1161, 858, 1274]
paragraph: A member of Parliament, while electioneering visited a workingman's house in which he saw a picture of King William facing a portrait of the Pope. He inquired the reason for this queer mixture, and found from the wife that she was a Roman Catholic, while her husband was not only a Protestant, but an Orangeman to boot. "How do you get on together?" asked the astonished politician. "Very well, indeed, barring the twelfth of July, when my husband goes out with the Orange procession and comes home drunk. Then he always takes the Pope down and jumps on him, and then goes straight to bed. The next morning I get up early, before he is awake, and take down King William and pawn him and with the money I take the Pope and buy a new Pope with the money. Then I give the old man the ticket to get King William out." bbox=[1282, 743, 1466, 1033]
paragraph: Guy Berger, aged 25, of Wick, Iowa, slightly burned. bbox=[269, 763, 453, 788]
article-baku bbox=[877, 342, 1061, 828]
deck-mikasa-2: FIRE FROM UNKNOWN CAUSE bbox=[1084, 245, 1259, 257]
paragraph: An interesting story comes from Paris of the unusual way in which a penitent young Parisian made the acquaintance of the stage beauty of the hour. The lady was lunching in a fashionable restaurant, accompanied by her equally well-known poodle. The dog was running about from table to table, picking up pieces and collecting morsels from other diners, and presently, when it returned to its mistress, it was found to have a piece of tissue paper tied to its collar. On it was written "Tell your mistress that she is simply adorable." The gentleman signed his name. After this a formal introduction quickly followed. bbox=[1282, 1411, 1466, 1625]
headline-mikasa: MIKASA CREW TO BOTTOM OF SEA bbox=[1083, 61, 1260, 176]
subhead-cure: Cure to Stay Cured. bbox=[1320, 1041, 1428, 1053]
paragraph: Earl Barker of Indianola, son of A. W. Barker, grocer, slightly singed and knocked down but is not very badly hurt. bbox=[269, 901, 453, 950]
